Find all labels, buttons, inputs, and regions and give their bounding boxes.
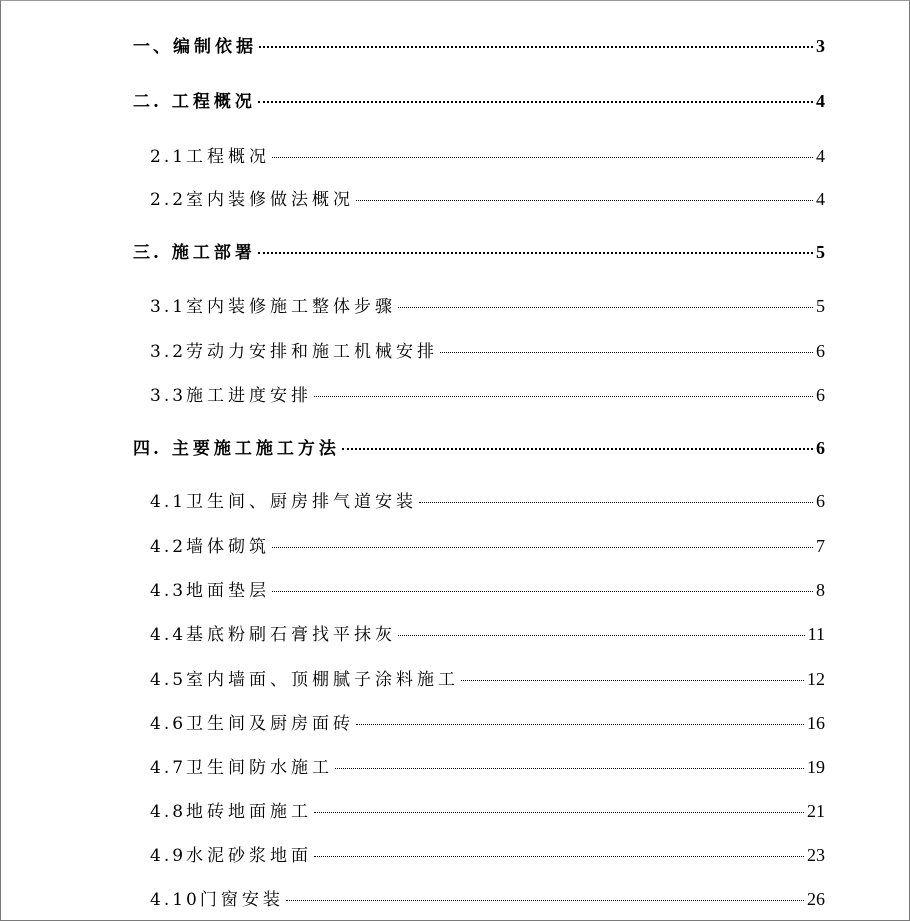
dot-leader (440, 352, 813, 353)
toc-entry-page: 11 (807, 624, 825, 644)
dot-leader (272, 157, 813, 158)
toc-entry-number: 三. (133, 243, 162, 263)
toc-entry-title: 室内装修做法概况 (186, 190, 355, 210)
dot-leader (342, 448, 813, 450)
toc-entry-title: 工程概况 (171, 92, 256, 112)
dot-leader (259, 46, 813, 48)
toc-entry-title: 室内装修施工整体步骤 (186, 297, 397, 317)
toc-entry-title: 卫生间防水施工 (186, 758, 334, 778)
toc-entry-page: 6 (816, 341, 825, 361)
toc-entry[interactable] (150, 620, 825, 646)
toc-entry[interactable] (133, 87, 825, 113)
toc-entry-title: 卫生间、厨房排气道安装 (186, 492, 418, 512)
toc-entry-page: 6 (816, 491, 825, 511)
toc-entry-page: 4 (816, 91, 825, 111)
dot-leader (356, 724, 804, 725)
toc-entry-title: 工程概况 (186, 147, 271, 167)
toc-entry-title: 水泥砂浆地面 (186, 846, 313, 866)
toc-entry-number: 四. (133, 439, 162, 459)
toc-entry-number: 一、 (133, 37, 173, 57)
toc-entry[interactable] (150, 532, 825, 558)
toc-entry-title: 施工部署 (171, 243, 256, 263)
dot-leader (314, 396, 813, 397)
dot-leader (356, 200, 813, 201)
toc-entry-title: 施工进度安排 (186, 386, 313, 406)
toc-entry[interactable] (133, 434, 825, 460)
dot-leader (258, 252, 813, 254)
toc-entry[interactable] (150, 841, 825, 867)
toc-entry-title: 墙体砌筑 (186, 537, 271, 557)
toc-entry-page: 26 (807, 889, 825, 909)
toc-entry-number: 2.2 (150, 190, 187, 210)
dot-leader (398, 635, 805, 636)
dot-leader (286, 900, 804, 901)
toc-entry-page: 5 (816, 296, 825, 316)
dot-leader (272, 591, 813, 592)
toc-entry-page: 8 (816, 580, 825, 600)
toc-entry-title: 地面垫层 (186, 581, 271, 601)
dot-leader (258, 101, 813, 103)
toc-entry-number: 3.1 (150, 297, 187, 317)
toc-entry-number: 4.2 (150, 537, 187, 557)
toc-entry[interactable] (150, 185, 825, 211)
toc-entry[interactable] (133, 32, 825, 58)
toc-entry-title: 地砖地面施工 (186, 802, 313, 822)
dot-leader (335, 768, 804, 769)
toc-entry-number: 4.3 (150, 581, 187, 601)
toc-entry-page: 3 (816, 36, 825, 56)
toc-entry-number: 3.2 (150, 342, 187, 362)
toc-entry-title: 劳动力安排和施工机械安排 (186, 342, 439, 362)
toc-entry[interactable] (150, 885, 825, 911)
toc-entry[interactable] (150, 665, 825, 691)
dot-leader (314, 856, 804, 857)
toc-entry-number: 4.1 (150, 492, 187, 512)
toc-entry-title: 室内墙面、顶棚腻子涂料施工 (186, 670, 460, 690)
toc-entry[interactable] (133, 238, 825, 264)
toc-entry-page: 21 (807, 801, 825, 821)
toc-entry[interactable] (150, 576, 825, 602)
toc-entry-page: 7 (816, 536, 825, 556)
toc-entry-number: 二. (133, 92, 162, 112)
toc-entry-page: 4 (816, 189, 825, 209)
toc-entry-number: 4.5 (150, 670, 187, 690)
dot-leader (398, 307, 813, 308)
toc-entry-page: 16 (807, 713, 825, 733)
toc-entry-title: 卫生间及厨房面砖 (186, 714, 355, 734)
toc-entry-page: 6 (816, 438, 825, 458)
dot-leader (419, 502, 813, 503)
toc-entry-number: 4.6 (150, 714, 187, 734)
toc-entry-title: 门窗安装 (199, 890, 284, 910)
dot-leader (272, 547, 813, 548)
toc-entry-number: 2.1 (150, 147, 187, 167)
toc-entry[interactable] (150, 142, 825, 168)
dot-leader (314, 812, 804, 813)
toc-entry-title: 基底粉刷石膏找平抹灰 (186, 625, 397, 645)
toc-entry-number: 4.10 (150, 890, 200, 910)
toc-entry-page: 5 (816, 242, 825, 262)
toc-entry-page: 6 (816, 385, 825, 405)
dot-leader (461, 680, 804, 681)
toc-entry[interactable] (150, 709, 825, 735)
toc-entry-number: 4.4 (150, 625, 187, 645)
toc-entry[interactable] (150, 292, 825, 318)
toc-entry-number: 4.9 (150, 846, 187, 866)
toc-entry-title: 编制依据 (173, 37, 257, 57)
toc-entry-number: 4.8 (150, 802, 187, 822)
toc-entry-number: 4.7 (150, 758, 187, 778)
toc-entry-page: 4 (816, 146, 825, 166)
toc-entry[interactable] (150, 337, 825, 363)
toc-entry[interactable] (150, 381, 825, 407)
toc-entry-page: 19 (807, 757, 825, 777)
toc-entry-title: 主要施工施工方法 (171, 439, 340, 459)
toc-entry[interactable] (150, 797, 825, 823)
toc-entry-page: 12 (807, 669, 825, 689)
toc-entry-number: 3.3 (150, 386, 187, 406)
toc-entry-page: 23 (807, 845, 825, 865)
toc-entry[interactable] (150, 753, 825, 779)
toc-entry[interactable] (150, 487, 825, 513)
